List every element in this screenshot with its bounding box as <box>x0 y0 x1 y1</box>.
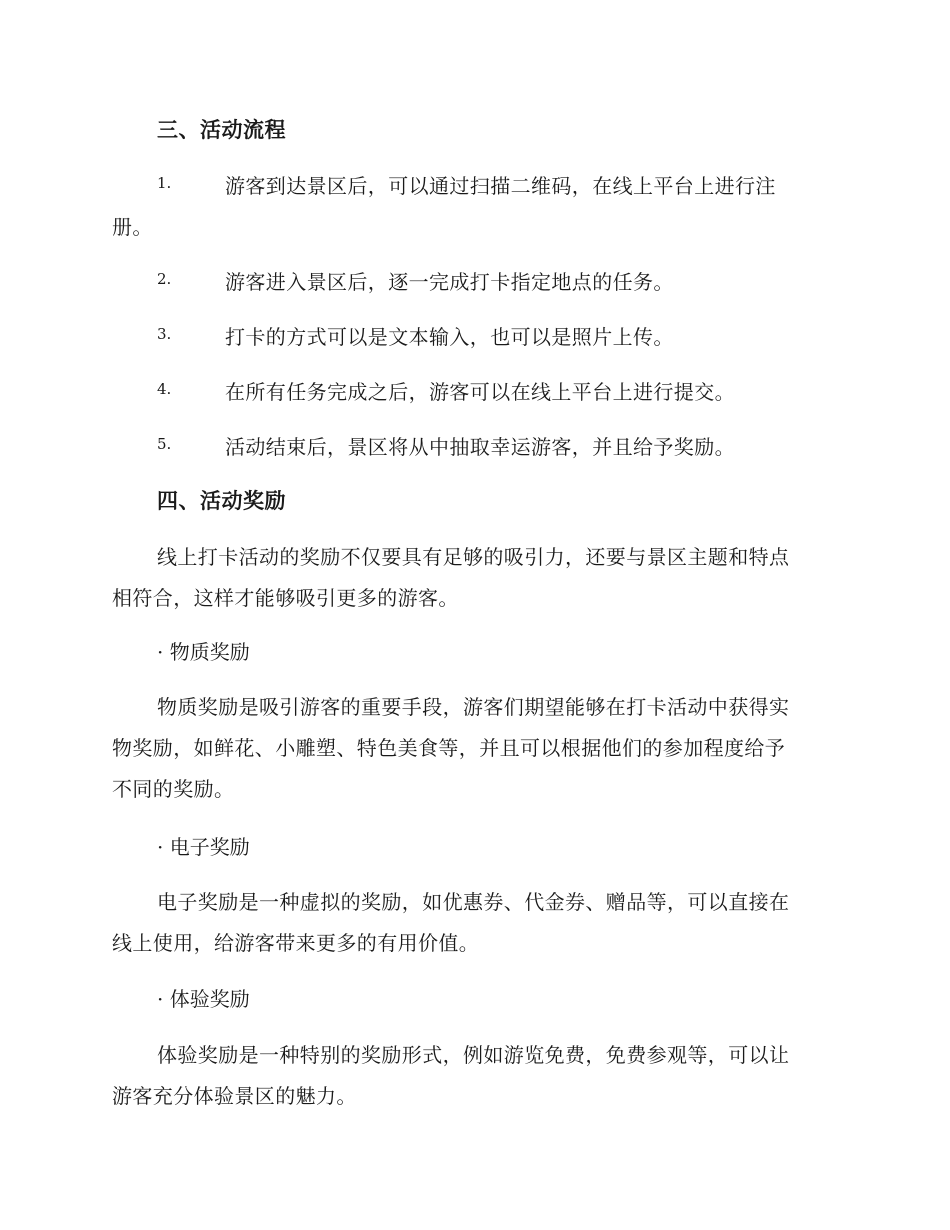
list-text-line: 在所有任务完成之后，游客可以在线上平台上进行提交。 <box>225 380 735 404</box>
list-number: 5. <box>157 435 172 453</box>
list-text-line: 册。 <box>112 215 153 239</box>
reward-title-material: · 物质奖励 <box>157 640 250 664</box>
list-text-line: 打卡的方式可以是文本输入，也可以是照片上传。 <box>225 325 674 349</box>
reward-paragraph-line: 电子奖励是一种虚拟的奖励，如优惠券、代金券、赠品等，可以直接在 <box>157 890 790 914</box>
list-number: 2. <box>157 270 172 288</box>
intro-paragraph-line: 线上打卡活动的奖励不仅要具有足够的吸引力，还要与景区主题和特点 <box>157 545 790 569</box>
list-number: 3. <box>157 325 172 343</box>
section-heading-activity-rewards: 四、活动奖励 <box>157 488 286 513</box>
reward-title-electronic: · 电子奖励 <box>157 835 250 859</box>
list-text-line: 游客进入景区后，逐一完成打卡指定地点的任务。 <box>225 270 674 294</box>
intro-paragraph-line: 相符合，这样才能够吸引更多的游客。 <box>112 586 459 610</box>
list-number: 1. <box>157 174 172 192</box>
reward-paragraph-line: 体验奖励是一种特别的奖励形式，例如游览免费，免费参观等，可以让 <box>157 1043 790 1067</box>
reward-title-experience: · 体验奖励 <box>157 987 250 1011</box>
list-text-line: 游客到达景区后，可以通过扫描二维码，在线上平台上进行注 <box>225 174 776 198</box>
section-heading-activity-process: 三、活动流程 <box>157 117 286 142</box>
reward-paragraph-line: 物奖励，如鲜花、小雕塑、特色美食等，并且可以根据他们的参加程度给予 <box>112 736 786 760</box>
list-number: 4. <box>157 380 172 398</box>
reward-paragraph-line: 游客充分体验景区的魅力。 <box>112 1084 357 1108</box>
reward-paragraph-line: 物质奖励是吸引游客的重要手段，游客们期望能够在打卡活动中获得实 <box>157 695 790 719</box>
reward-paragraph-line: 线上使用，给游客带来更多的有用价值。 <box>112 931 480 955</box>
list-text-line: 活动结束后，景区将从中抽取幸运游客，并且给予奖励。 <box>225 435 735 459</box>
reward-paragraph-line: 不同的奖励。 <box>112 777 235 801</box>
